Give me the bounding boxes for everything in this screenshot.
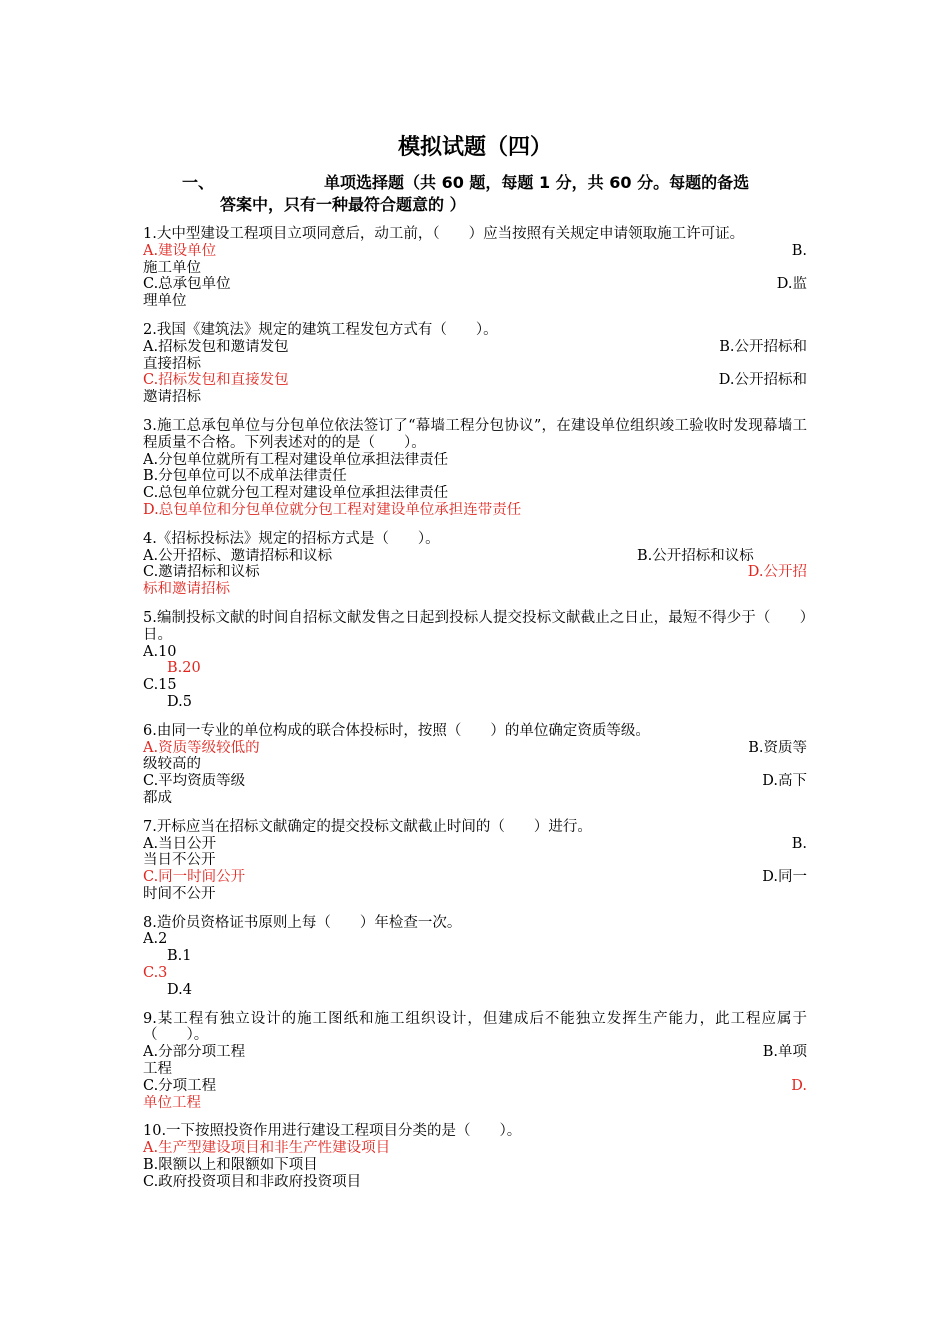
question-3 [143, 418, 807, 519]
question-stem: 8.造价员资格证书原则上每（ ）年检查一次。 [143, 914, 462, 931]
section-instructions-line2: 答案中，只有一种最符合题意的 ） [220, 195, 466, 214]
question-stem: 7.开标应当在招标文献确定的提交投标文献截止时间的（ ）进行。 [143, 818, 592, 835]
question-6 [143, 723, 807, 807]
option-b-tail: 级较高的 [143, 756, 201, 773]
question-stem: 10.一下按照投资作用进行建设工程项目分类的是（ ）。 [143, 1123, 522, 1140]
option-d-head-correct: D. [791, 1077, 807, 1094]
option-d-tail: 邀请招标 [143, 389, 201, 406]
question-stem: 4.《招标投标法》规定的招标方式是（ ）。 [143, 530, 440, 547]
option-b: B.限额以上和限额如下项目 [143, 1157, 318, 1174]
page-title: 模拟试题（四） [397, 135, 552, 160]
option-d-tail: 时间不公开 [143, 885, 216, 902]
option-d-head: D.监 [776, 276, 807, 293]
question-4 [143, 531, 807, 598]
question-stem: 3.施工总承包单位与分包单位依法签订了“幕墙工程分包协议”，在建设单位组织竣工验收时发现幕墙工程质量不合格。下列表述对的的是（ ）。 [143, 417, 807, 451]
option-d: D.5 [167, 693, 192, 710]
question-5 [143, 610, 807, 711]
option-d-tail-correct: 单位工程 [143, 1094, 201, 1111]
question-stem: 1.大中型建设工程项目立项同意后，动工前，（ ）应当按照有关规定申请领取施工许可证。 [143, 226, 745, 242]
question-stem: 2.我国《建筑法》规定的建筑工程发包方式有（ ）。 [143, 321, 498, 338]
option-a: A.招标发包和邀请发包 [143, 338, 289, 355]
option-d-tail-correct: 标和邀请招标 [143, 581, 230, 598]
option-d-tail: 都成 [143, 789, 172, 806]
option-b-head: B.单项 [762, 1044, 807, 1061]
option-b: B.1 [167, 948, 192, 965]
option-d-head: D.高下 [762, 773, 807, 790]
option-a-correct: A.生产型建设项目和非生产性建设项目 [143, 1140, 391, 1157]
option-c-correct: C.同一时间公开 [143, 869, 246, 886]
option-c: C.邀请招标和议标 [143, 564, 260, 581]
question-stem: 6.由同一专业的单位构成的联合体投标时，按照（ ）的单位确定资质等级。 [143, 722, 650, 739]
option-b-head: B. [791, 835, 807, 852]
option-b-head: B. [791, 242, 807, 259]
option-d-head: D.公开招标和 [718, 372, 807, 389]
option-b: B.公开招标和议标 [637, 547, 754, 564]
option-d-correct: D.总包单位和分包单位就分包工程对建设单位承担连带责任 [143, 501, 522, 518]
option-c-correct: C.招标发包和直接发包 [143, 372, 289, 389]
question-9 [143, 1011, 807, 1112]
option-a: A.分部分项工程 [143, 1044, 246, 1061]
option-c-correct: C.3 [143, 965, 168, 982]
question-7 [143, 819, 807, 903]
section-instructions-line1: 单项选择题（共 60 题，每题 1 分，共 60 分。每题的备选 [324, 173, 750, 192]
question-10 [143, 1123, 807, 1190]
option-c: C.平均资质等级 [143, 773, 246, 790]
option-a-correct: A.建设单位 [143, 242, 217, 259]
option-b-head: B.公开招标和 [719, 338, 807, 355]
question-list [143, 226, 807, 1203]
option-d-head-correct: D.公开招 [747, 564, 807, 581]
section-number: 一、 [182, 173, 215, 192]
option-a: A.公开招标、邀请招标和议标 [143, 547, 333, 564]
option-c: C.总承包单位 [143, 276, 231, 293]
question-8 [143, 915, 807, 999]
option-a: A.10 [143, 643, 177, 660]
option-c: C.政府投资项目和非政府投资项目 [143, 1173, 362, 1190]
option-b-tail: 工程 [143, 1061, 172, 1078]
question-stem: 5.编制投标文献的时间自招标文献发售之日起到投标人提交投标文献截止之日止，最短不得少于（ ）日。 [143, 609, 807, 643]
option-b-tail: 当日不公开 [143, 852, 216, 869]
option-a: A.分包单位就所有工程对建设单位承担法律责任 [143, 451, 449, 468]
option-b-tail: 直接招标 [143, 355, 201, 372]
option-b: B.分包单位可以不成单法律责任 [143, 468, 347, 485]
option-b-head: B.资质等 [748, 739, 807, 756]
question-stem: 9.某工程有独立设计的施工图纸和施工组织设计，但建成后不能独立发挥生产能力，此工程应属于（ ）。 [143, 1010, 807, 1044]
option-b-tail: 施工单位 [143, 259, 201, 276]
option-c: C.15 [143, 677, 177, 694]
option-a-correct: A.资质等级较低的 [143, 739, 260, 756]
option-a: A.当日公开 [143, 835, 217, 852]
question-2 [143, 322, 807, 406]
option-a: A.2 [143, 931, 168, 948]
option-b-correct: B.20 [167, 660, 201, 677]
option-c: C.总包单位就分包工程对建设单位承担法律责任 [143, 485, 449, 502]
option-d-tail: 理单位 [143, 293, 187, 310]
question-1 [143, 226, 807, 310]
option-c: C.分项工程 [143, 1077, 217, 1094]
option-d-head: D.同一 [762, 869, 807, 886]
option-d: D.4 [167, 981, 192, 998]
